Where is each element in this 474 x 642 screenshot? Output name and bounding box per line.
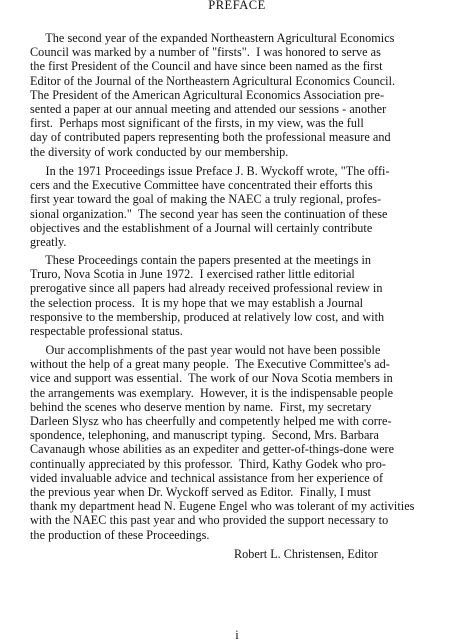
text-line: continually appreciated by this professor. Third, Kathy Godek who pro- (30, 456, 387, 471)
paragraph-3 (30, 253, 470, 338)
text-line: These Proceedings contain the papers presented at the meetings in (30, 253, 372, 267)
editor-signature: Robert L. Christensen, Editor (234, 547, 378, 561)
text-line: spondence, telephoning, and manuscript typing. Second, Mrs. Barbara (30, 428, 379, 443)
text-line: Editor of the Journal of the Northeastern Agricultural Economics Council. (30, 73, 396, 88)
paragraph-1 (30, 31, 470, 159)
text-line: thank my department head N. Eugene Engel who was tolerant of my activities (30, 499, 415, 514)
text-line: first. Perhaps most significant of the firsts, in my view, was the full (30, 116, 364, 131)
text-line: with the NAEC this past year and who provided the support necessary to (30, 513, 389, 528)
text-line: the production of these Proceedings. (30, 527, 210, 542)
paragraph-4 (30, 343, 470, 542)
text-line: Council was marked by a number of "firsts". I was honored to serve as (30, 45, 381, 60)
text-line: the diversity of work conducted by our membership. (30, 144, 289, 159)
text-line: Truro, Nova Scotia in June 1972. I exercised rather little editorial (30, 267, 355, 282)
text-line: objectives and the establishment of a Journal will certainly contribute (30, 220, 373, 235)
text-line: Darleen Slysz who has cheerfully and competently helped me with corre- (30, 414, 392, 429)
text-line: the previous year when Dr. Wyckoff served as Editor. Finally, I must (30, 485, 371, 500)
text-line: prerogative since all papers had already received professional review in (30, 281, 383, 296)
text-line: responsive to the membership, produced at relatively low cost, and with (30, 309, 385, 324)
text-line: cers and the Executive Committee have concentrated their efforts this (30, 178, 373, 193)
text-line: the arrangements was exemplary. However, it is the indispensable people (30, 385, 394, 400)
text-line: sional organization." The second year has seen the continuation of these (30, 206, 388, 221)
text-line: sented a paper at our annual meeting and attended our sessions - another (30, 102, 387, 117)
page-heading: PREFACE (208, 0, 266, 12)
text-line: without the help of a great many people. The Executive Committee's ad- (30, 357, 390, 372)
page-number: i (235, 628, 239, 642)
text-line: respectable professional status. (30, 324, 183, 339)
paragraph-2 (30, 164, 470, 249)
text-line: the first President of the Council and have since been named as the first (30, 59, 383, 74)
text-line: In the 1971 Proceedings issue Preface J. B. Wyckoff wrote, "The offi- (30, 164, 390, 178)
text-line: the selection process. It is my hope that we may establish a Journal (30, 295, 364, 310)
text-line: greatly. (30, 235, 67, 250)
text-line: Cavanaugh whose abilities as an expediter and getter-of-things-done were (30, 442, 395, 457)
text-line: The second year of the expanded Northeastern Agricultural Economics (30, 31, 395, 45)
text-line: vided invaluable advice and technical assistance from her experience of (30, 470, 384, 485)
text-line: behind the scenes who deserve mention by name. First, my secretary (30, 399, 372, 414)
text-line: The President of the American Agricultural Economics Association pre- (30, 87, 385, 102)
text-line: day of contributed papers representing both the professional measure and (30, 130, 391, 145)
text-line: vice and support was essential. The work of our Nova Scotia members in (30, 371, 393, 386)
text-line: first year toward the goal of making the NAEC a truly regional, profes- (30, 192, 382, 207)
text-line: Our accomplishments of the past year would not have been possible (30, 343, 381, 357)
